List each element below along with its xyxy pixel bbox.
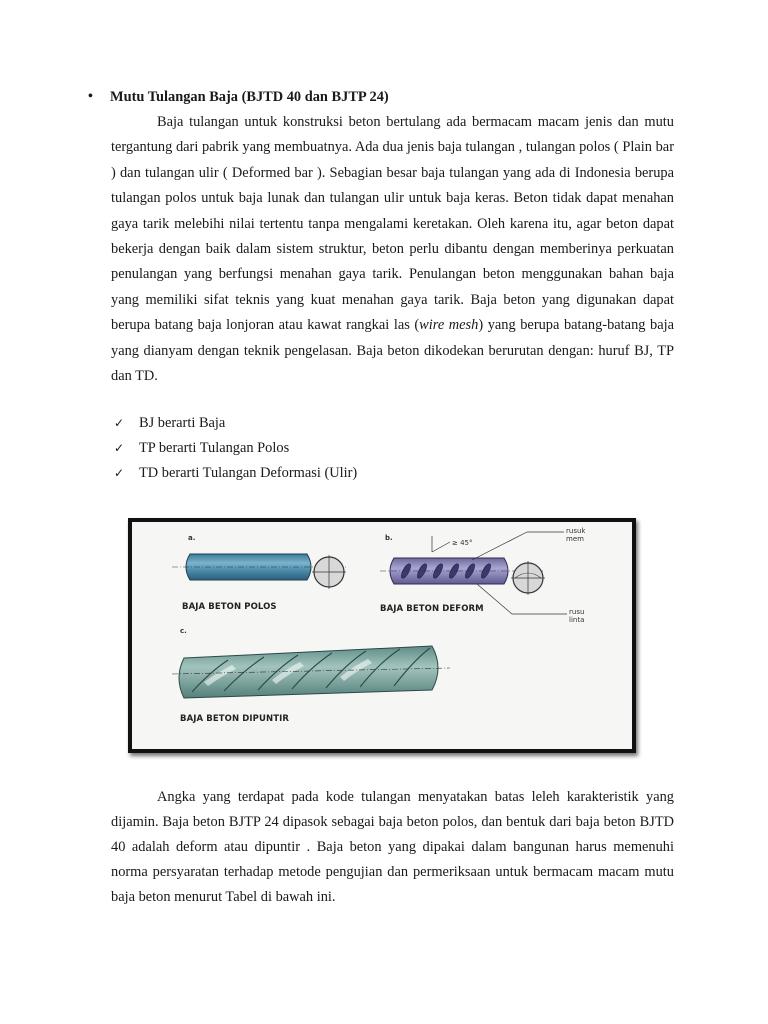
- paragraph-closing: Angka yang terdapat pada kode tulangan menyatakan batas leleh karakteristik yang dijamin. Baja beton BJTP 24 dipasok sebagai baja beton polos, dan bentuk dari baja beton BJTD 40 adalah deform atau dipuntir . Baja beton yang dipakai dalam bangunan harus memenuhi norma persyaratan terhadap metode pengujian dan permeriksaan untuk bermacam macam mutu baja beton menurut Tabel di bawah ini.: [111, 789, 674, 905]
- rebar-figure: [128, 518, 636, 753]
- checkmark-icon: ✓: [114, 441, 125, 455]
- heading-text: Mutu Tulangan Baja (BJTD 40 dan BJTP 24): [110, 89, 389, 105]
- deformed-bar: [380, 532, 567, 614]
- callout-top-line2: mem: [566, 535, 584, 543]
- angle-annotation: ≥ 45°: [452, 539, 473, 547]
- bullet-icon: •: [88, 89, 93, 104]
- label-a: a.: [188, 534, 196, 542]
- label-c: c.: [180, 627, 187, 635]
- wire-mesh-italic: wire mesh: [419, 317, 479, 334]
- list-item-text: BJ berarti Baja: [139, 415, 226, 431]
- callout-bottom-line2: linta: [569, 616, 585, 624]
- paragraph-intro: [111, 110, 674, 389]
- paragraph-intro-text: Baja tulangan untuk konstruksi beton bertulang ada bermacam macam jenis dan mutu tergantung dari pabrik yang membuatnya. Ada dua jenis baja tulangan , tulangan polos ( Plain bar ) dan tulangan ulir ( Deformed bar ). Sebagian besar baja tulangan yang ada di Indonesia berupa tulangan polos untuk baja lunak dan tulangan ulir untuk baja keras. Beton tidak dapat menahan gaya tarik melebihi nilai tertentu tanpa mengalami keretakan. Oleh karena itu, agar beton dapat bekerja dengan baik dalam sistem struktur, beton perlu dibantu dengan memberinya perkuatan penulangan yang berfungsi menahan gaya tarik. Penulangan beton menggunakan bahan baja yang memiliki sifat teknis yang kuat menahan gaya tarik. Baja beton yang digunakan dapat berupa batang baja lonjoran atau kawat rangkai las (: [111, 114, 674, 334]
- checkmark-icon: ✓: [114, 466, 125, 480]
- checkmark-icon: ✓: [114, 416, 125, 430]
- label-twisted-bar: BAJA BETON DIPUNTIR: [180, 714, 290, 724]
- callout-bottom-line1: rusu: [569, 608, 585, 616]
- callout-top-line1: rusuk: [566, 527, 586, 535]
- list-item: [114, 411, 514, 436]
- list-item: [114, 461, 514, 486]
- list-item-text: TP berarti Tulangan Polos: [139, 440, 290, 456]
- code-checklist: [114, 411, 514, 486]
- list-item-text: TD berarti Tulangan Deformasi (Ulir): [139, 465, 358, 481]
- label-deformed-bar: BAJA BETON DEFORM: [380, 604, 484, 614]
- label-plain-bar: BAJA BETON POLOS: [182, 602, 277, 612]
- plain-bar: [172, 554, 347, 589]
- list-item: [114, 436, 514, 461]
- label-b: b.: [385, 534, 393, 542]
- paragraph-intro-text-end: ) yang berupa batang-batang baja yang dianyam dengan teknik pengelasan. Baja beton dikodekan berurutan dengan: huruf BJ, TP dan TD.: [111, 317, 674, 385]
- twisted-bar: [172, 646, 450, 698]
